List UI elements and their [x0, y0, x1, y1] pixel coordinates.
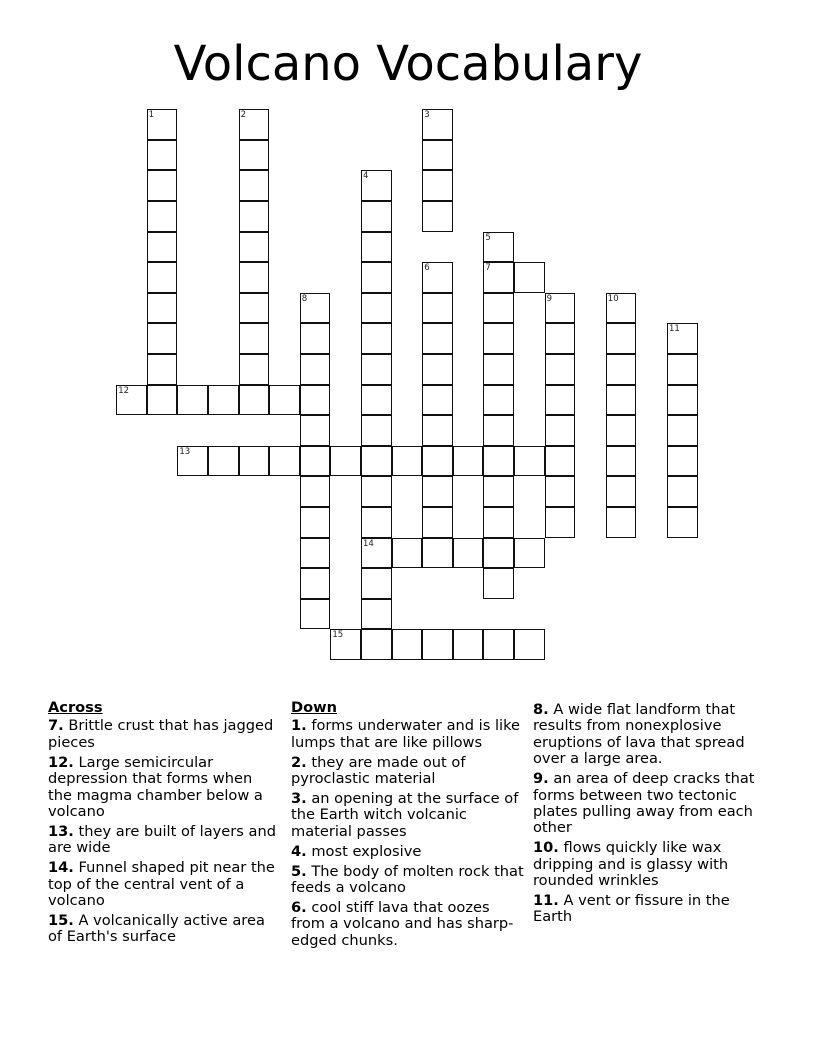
clue-number: 4	[363, 171, 369, 182]
crossword-cell[interactable]	[361, 568, 392, 599]
clue-down-10: 10. flows quickly like wax dripping and is glassy with rounded wrinkles	[533, 839, 729, 890]
clue-number: 6	[424, 263, 430, 274]
clue-down-9: 9. an area of deep cracks that forms between two tectonic plates pulling away from each other	[533, 770, 755, 837]
crossword-cell[interactable]	[361, 476, 392, 507]
clue-number: 12	[118, 385, 130, 396]
crossword-cell[interactable]	[422, 262, 453, 293]
crossword-cell[interactable]	[545, 507, 576, 538]
crossword-cell[interactable]	[208, 385, 239, 416]
crossword-cell[interactable]	[422, 538, 453, 569]
crossword-cell[interactable]	[147, 323, 178, 354]
crossword-cell[interactable]	[116, 385, 147, 416]
clue-number: 3	[424, 110, 430, 121]
clue-number: 5	[485, 232, 491, 243]
crossword-cell[interactable]	[147, 293, 178, 324]
crossword-cell[interactable]	[606, 476, 637, 507]
page-title: Volcano Vocabulary	[173, 36, 643, 92]
crossword-cell[interactable]	[147, 109, 178, 140]
crossword-cell[interactable]	[239, 354, 270, 385]
crossword-cell[interactable]	[300, 476, 331, 507]
crossword-cell[interactable]	[545, 415, 576, 446]
crossword-cell[interactable]	[483, 446, 514, 477]
crossword-cell[interactable]	[147, 201, 178, 232]
crossword-cell[interactable]	[422, 201, 453, 232]
crossword-cell[interactable]	[606, 415, 637, 446]
crossword-cell[interactable]	[269, 385, 300, 416]
crossword-cell[interactable]	[483, 415, 514, 446]
crossword-cell[interactable]	[239, 385, 270, 416]
crossword-cell[interactable]	[300, 599, 331, 630]
crossword-cell[interactable]	[147, 354, 178, 385]
crossword-cell[interactable]	[392, 629, 423, 660]
crossword-cell[interactable]	[483, 262, 514, 293]
clue-down-6: 6. cool stiff lava that oozes from a volcano and has sharp-edged chunks.	[291, 898, 514, 949]
crossword-cell[interactable]	[483, 385, 514, 416]
crossword-cell[interactable]	[514, 629, 545, 660]
crossword-cell[interactable]	[422, 354, 453, 385]
crossword-cell[interactable]	[667, 476, 698, 507]
crossword-cell[interactable]	[422, 293, 453, 324]
crossword-cell[interactable]	[361, 323, 392, 354]
crossword-cell[interactable]	[269, 446, 300, 477]
clue-number: 10	[607, 293, 619, 304]
clue-number: 7	[485, 263, 491, 274]
crossword-cell[interactable]	[453, 629, 484, 660]
crossword-cell[interactable]	[361, 538, 392, 569]
crossword-cell[interactable]	[300, 507, 331, 538]
crossword-cell[interactable]	[177, 446, 208, 477]
crossword-cell[interactable]	[545, 385, 576, 416]
clue-number: 14	[363, 538, 374, 549]
crossword-cell[interactable]	[667, 354, 698, 385]
crossword-cell[interactable]	[300, 568, 331, 599]
crossword-cell[interactable]	[483, 568, 514, 599]
crossword-cell[interactable]	[453, 538, 484, 569]
clue-number: 15	[332, 630, 344, 641]
clue-number: 9	[546, 293, 553, 304]
crossword-cell[interactable]	[300, 385, 331, 416]
clue-across-13: 13. they are built of layers and are wide	[48, 822, 276, 857]
clue-down-4: 4. most explosive	[291, 842, 422, 860]
crossword-cell[interactable]	[300, 293, 331, 324]
crossword-cell[interactable]	[606, 354, 637, 385]
crossword-cell[interactable]	[545, 476, 576, 507]
crossword-cell[interactable]	[239, 446, 270, 477]
clue-number: 8	[301, 293, 308, 304]
crossword-cell[interactable]	[147, 140, 178, 171]
crossword-cell[interactable]	[392, 538, 423, 569]
crossword-cell[interactable]	[300, 446, 331, 477]
crossword-cell[interactable]	[667, 446, 698, 477]
crossword-cell[interactable]	[483, 538, 514, 569]
down-heading: Down	[291, 699, 338, 716]
crossword-cell[interactable]	[483, 629, 514, 660]
clue-number: 2	[240, 110, 247, 121]
crossword-cell[interactable]	[147, 262, 178, 293]
crossword-cell[interactable]	[422, 109, 453, 140]
crossword-cell[interactable]	[177, 385, 208, 416]
crossword-cell[interactable]	[361, 232, 392, 263]
crossword-cell[interactable]	[361, 385, 392, 416]
crossword-cell[interactable]	[422, 170, 453, 201]
crossword-cell[interactable]	[483, 354, 514, 385]
crossword-cell[interactable]	[422, 323, 453, 354]
crossword-cell[interactable]	[606, 446, 637, 477]
clue-number: 13	[179, 446, 191, 457]
crossword-cell[interactable]	[483, 476, 514, 507]
crossword-cell[interactable]	[239, 170, 270, 201]
crossword-cell[interactable]	[300, 538, 331, 569]
crossword-cell[interactable]	[483, 507, 514, 538]
crossword-cell[interactable]	[606, 507, 637, 538]
crossword-cell[interactable]	[422, 415, 453, 446]
clue-down-3: 3. an opening at the surface of the Earth witch volcanic material passes	[291, 790, 519, 840]
crossword-cell[interactable]	[422, 446, 453, 477]
crossword-cell[interactable]	[300, 354, 331, 385]
crossword-cell[interactable]	[239, 232, 270, 263]
clue-down-1: 1. forms underwater and is like lumps that are like pillows	[291, 717, 520, 751]
crossword-cell[interactable]	[361, 446, 392, 477]
crossword-cell[interactable]	[545, 354, 576, 385]
crossword-cell[interactable]	[422, 385, 453, 416]
crossword-cell[interactable]	[667, 385, 698, 416]
across-heading: Across	[48, 699, 103, 716]
crossword-cell[interactable]	[330, 629, 361, 660]
crossword-cell[interactable]	[545, 446, 576, 477]
crossword-cell[interactable]	[514, 446, 545, 477]
crossword-cell[interactable]	[239, 293, 270, 324]
clue-down-2: 2. they are made out of pyroclastic material	[291, 753, 466, 788]
crossword-cell[interactable]	[239, 262, 270, 293]
crossword-cell[interactable]	[422, 476, 453, 507]
crossword-cell[interactable]	[453, 446, 484, 477]
crossword-cell[interactable]	[667, 507, 698, 538]
crossword-cell[interactable]	[514, 538, 545, 569]
crossword-cell[interactable]	[239, 140, 270, 171]
crossword-cell[interactable]	[239, 201, 270, 232]
crossword-cell[interactable]	[422, 507, 453, 538]
crossword-cell[interactable]	[361, 415, 392, 446]
clue-across-12: 12. Large semicircular depression that forms when the magma chamber below a volcano	[48, 753, 263, 820]
crossword-cell[interactable]	[545, 293, 576, 324]
crossword-cell[interactable]	[361, 293, 392, 324]
crossword-cell[interactable]	[422, 140, 453, 171]
crossword-cell[interactable]	[300, 415, 331, 446]
crossword-cell[interactable]	[361, 599, 392, 630]
clue-number: 1	[148, 110, 155, 121]
clue-down-8: 8. A wide flat landform that results from nonexplosive eruptions of lava that spread over a large area.	[533, 701, 745, 768]
crossword-cell[interactable]	[147, 232, 178, 263]
across-clues	[48, 700, 280, 949]
crossword-cell[interactable]	[483, 293, 514, 324]
crossword-cell[interactable]	[606, 293, 637, 324]
crossword-cell[interactable]	[361, 507, 392, 538]
crossword-cell[interactable]	[392, 446, 423, 477]
clue-number: 11	[669, 324, 680, 335]
crossword-cell[interactable]	[239, 323, 270, 354]
clue-across-14: 14. Funnel shaped pit near the top of the central vent of a volcano	[48, 859, 275, 909]
crossword-cell[interactable]	[545, 323, 576, 354]
crossword-cell[interactable]	[330, 446, 361, 477]
crossword-cell[interactable]	[483, 323, 514, 354]
clue-across-7: 7. Brittle crust that has jagged pieces	[48, 717, 274, 751]
crossword-cell[interactable]	[147, 385, 178, 416]
clue-across-15: 15. A volcanically active area of Earth's surface	[48, 911, 265, 946]
crossword-cell[interactable]	[361, 262, 392, 293]
crossword-cell[interactable]	[300, 323, 331, 354]
down-clues	[291, 700, 527, 953]
crossword-cell[interactable]	[483, 232, 514, 263]
crossword-cell[interactable]	[667, 323, 698, 354]
clue-down-5: 5. The body of molten rock that feeds a volcano	[291, 862, 524, 897]
crossword-cell[interactable]	[361, 629, 392, 660]
crossword-cell[interactable]	[361, 170, 392, 201]
crossword-cell[interactable]	[361, 354, 392, 385]
crossword-cell[interactable]	[422, 629, 453, 660]
clue-down-11: 11. A vent or fissure in the Earth	[533, 891, 730, 926]
crossword-cell[interactable]	[514, 262, 545, 293]
crossword-cell[interactable]	[208, 446, 239, 477]
crossword-cell[interactable]	[361, 201, 392, 232]
crossword-cell[interactable]	[239, 109, 270, 140]
crossword-cell[interactable]	[667, 415, 698, 446]
down-clues-continued	[533, 702, 769, 929]
crossword-cell[interactable]	[606, 385, 637, 416]
crossword-cell[interactable]	[606, 323, 637, 354]
crossword-cell[interactable]	[147, 170, 178, 201]
